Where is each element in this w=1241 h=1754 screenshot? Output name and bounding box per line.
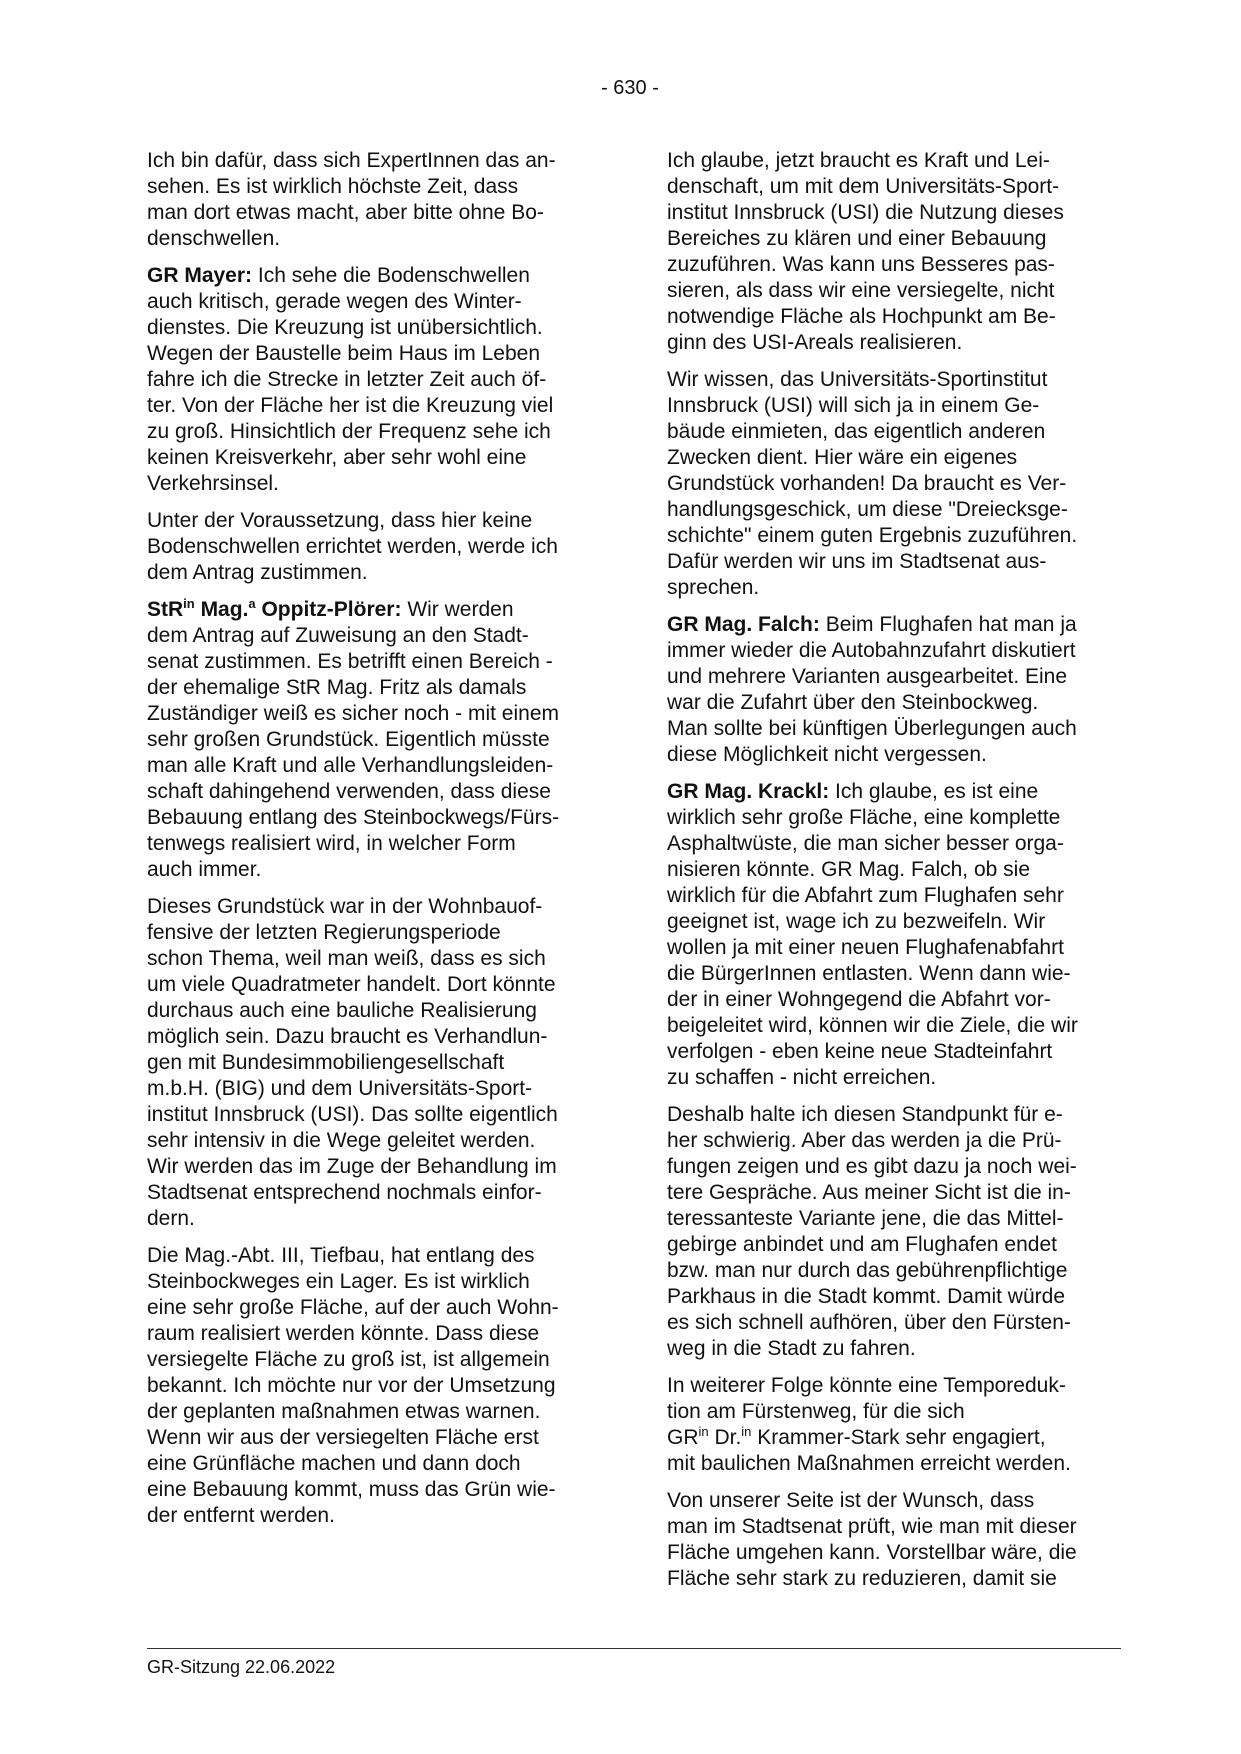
paragraph: Ich glaube, jetzt braucht es Kraft und Lei- denschaft, um mit dem Universitäts-Sport- institut Innsbruck (USI) die Nutzung dieses Bereiches zu klären und einer Bebauung zuzuführen. Was kann uns Besseres pas- sieren, als dass wir eine versiegelte, nicht notwendige Fläche als Hochpunkt am Be- ginn des USI-Areals realisieren. xyxy=(667,149,1064,354)
right-column xyxy=(667,148,1117,1592)
paragraph: Ich bin dafür, dass sich ExpertInnen das an- sehen. Es ist wirklich höchste Zeit, dass man dort etwas macht, aber bitte ohne Bo- denschwellen. xyxy=(147,149,556,250)
paragraph-gr-falch: GR Mag. Falch: Beim Flughafen hat man ja immer wieder die Autobahnzufahrt diskutiert und mehrere Varianten ausgearbeitet. Eine war die Zufahrt über den Steinbockweg. Man sollte bei künftigen Überlegungen auch diese Möglichkeit nicht vergessen. xyxy=(667,613,1077,766)
paragraph: In weiterer Folge könnte eine Temporeduk- tion am Fürstenweg, für die sich $GR^{in}$ Dr.$^{in}$ Krammer-Stark sehr engagiert, mit baulichen Maßnahmen erreicht werden. xyxy=(667,1374,1071,1475)
paragraph-oppitz-ploerer: StR$^{in}$ Mag.$^a$ Oppitz-Plörer: Wir werden dem Antrag auf Zuweisung an den Stadt- senat zustimmen. Es betrifft einen Bereich - der ehemalige StR Mag. Fritz als damals Zuständiger weiß es sicher noch - mit einem sehr großen Grundstück. Eigentlich müsste man alle Kraft und alle Verhandlungsleiden- schaft dahingehend verwenden, dass diese Bebauung entlang des Steinbockwegs/Fürs- tenwegs realisiert wird, in welcher Form auch immer. xyxy=(147,596,560,881)
speaker-name: StR$^{in}$ Mag.$^a$ Oppitz-Plörer: xyxy=(147,596,402,621)
left-column xyxy=(147,148,597,1540)
paragraph-gr-mayer: GR Mayer: Ich sehe die Bodenschwellen auch kritisch, gerade wegen des Winter- dienstes. Die Kreuzung ist unübersichtlich. Wegen der Baustelle beim Haus im Leben fahre ich die Strecke in letzter Zeit auch öf- ter. Von der Fläche her ist die Kreuzung viel zu groß. Hinsichtlich der Frequenz sehe ich keinen Kreisverkehr, aber sehr wohl eine Verkehrsinsel. xyxy=(147,264,554,495)
page-number: - 630 - xyxy=(601,77,659,99)
paragraph: Die Mag.-Abt. III, Tiefbau, hat entlang des Steinbockweges ein Lager. Es ist wirklich eine sehr große Fläche, auf der auch Wohn- raum realisiert werden könnte. Dass diese versiegelte Fläche zu groß ist, ist allgemein bekannt. Ich möchte nur vor der Umsetzung der geplanten maßnahmen etwas warnen. Wenn wir aus der versiegelten Fläche erst eine Grünfläche machen und dann doch eine Bebauung kommt, muss das Grün wie- der entfernt werden. xyxy=(147,1244,559,1527)
paragraph: Wir wissen, das Universitäts-Sportinstitut Innsbruck (USI) will sich ja in einem Ge- bäude einmieten, das eigentlich anderen Zwecken dient. Hier wäre ein eigenes Grundstück vorhanden! Da braucht es Ver- handlungsgeschick, um diese "Dreiecksge- schichte" einem guten Ergebnis zuzuführen. Dafür werden wir uns im Stadtsenat aus- sprechen. xyxy=(667,368,1078,599)
footer-session-date: GR-Sitzung 22.06.2022 xyxy=(147,1657,336,1677)
speaker-name: GR Mag. Krackl: xyxy=(667,780,830,803)
footer-divider xyxy=(147,1648,1121,1649)
paragraph: Unter der Voraussetzung, dass hier keine Bodenschwellen errichtet werden, werde ich dem Antrag zustimmen. xyxy=(147,509,558,584)
paragraph-gr-krackl: GR Mag. Krackl: Ich glaube, es ist eine wirklich sehr große Fläche, eine komplette Asphaltwüste, die man sicher besser orga- nisieren könnte. GR Mag. Falch, ob sie wirklich für die Abfahrt zum Flughafen sehr geeignet ist, wage ich zu bezweifeln. Wir wollen ja mit einer neuen Flughafenabfahrt die BürgerInnen entlasten. Wenn dann wie- der in einer Wohngegend die Abfahrt vor- beigeleitet wird, können wir die Ziele, die wir verfolgen - eben keine neue Stadteinfahrt zu schaffen - nicht erreichen. xyxy=(667,780,1078,1089)
speaker-name: GR Mag. Falch: xyxy=(667,613,820,636)
paragraph: Dieses Grundstück war in der Wohnbauof- fensive der letzten Regierungsperiode schon Thema, weil man weiß, dass es sich um viele Quadratmeter handelt. Dort könnte durchaus auch eine bauliche Realisierung möglich sein. Dazu braucht es Verhandlun- gen mit Bundesimmobiliengesellschaft m.b.H. (BIG) und dem Universitäts-Sport- institut Innsbruck (USI). Das sollte eigentlich sehr intensiv in die Wege geleitet werden. Wir werden das im Zuge der Behandlung im Stadtsenat entsprechend nochmals einfor- dern. xyxy=(147,895,558,1230)
speaker-name: GR Mayer: xyxy=(147,264,253,287)
paragraph: Von unserer Seite ist der Wunsch, dass man im Stadtsenat prüft, wie man mit dieser Fläche umgehen kann. Vorstellbar wäre, die Fläche sehr stark zu reduzieren, damit sie xyxy=(667,1489,1077,1590)
paragraph: Deshalb halte ich diesen Standpunkt für e- her schwierig. Aber das werden ja die Prü- fungen zeigen und es gibt dazu ja noch wei- tere Gespräche. Aus meiner Sicht ist die in- teressanteste Variante jene, die das Mittel- gebirge anbindet und am Flughafen endet bzw. man nur durch das gebührenpflichtige Parkhaus in die Stadt kommt. Damit würde es sich schnell aufhören, über den Fürsten- weg in die Stadt zu fahren. xyxy=(667,1103,1077,1360)
